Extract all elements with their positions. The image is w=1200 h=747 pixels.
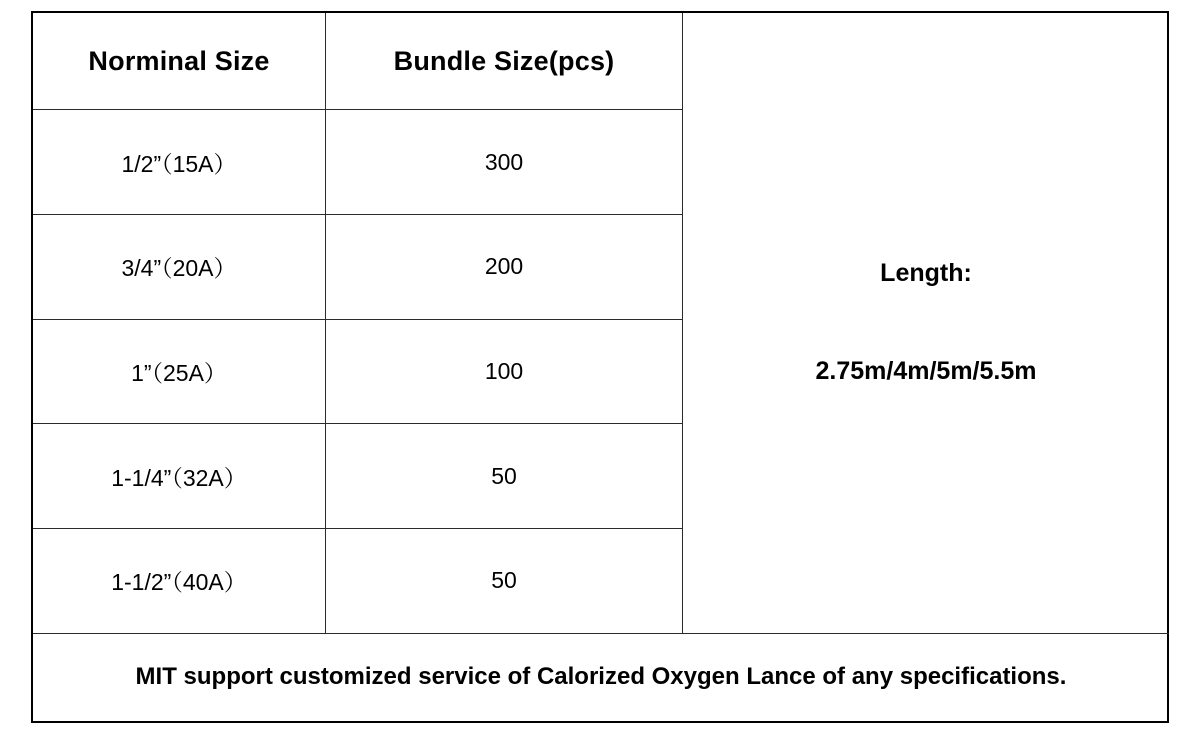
- column-header-bundle-size: Bundle Size(pcs): [326, 13, 683, 110]
- footer-note: MIT support customized service of Calorized Oxygen Lance of any specifications.: [33, 633, 1169, 721]
- table-header-row: [33, 13, 1169, 110]
- cell-nominal-size: 1-1/4”（32A）: [33, 424, 326, 529]
- table-footer-row: [33, 633, 1169, 721]
- cell-bundle-size: 100: [326, 319, 683, 424]
- cell-nominal-size: 1-1/2”（40A）: [33, 529, 326, 634]
- length-title: Length:: [880, 259, 972, 288]
- length-cell: [683, 13, 1170, 633]
- spec-sheet: [31, 11, 1169, 723]
- cell-bundle-size: 50: [326, 529, 683, 634]
- cell-nominal-size: 1”（25A）: [33, 319, 326, 424]
- cell-bundle-size: 50: [326, 424, 683, 529]
- specification-table: [33, 13, 1169, 721]
- length-value: 2.75m/4m/5m/5.5m: [815, 356, 1037, 385]
- cell-bundle-size: 300: [326, 110, 683, 215]
- column-header-nominal-size: Norminal Size: [33, 13, 326, 110]
- cell-nominal-size: 1/2”（15A）: [33, 110, 326, 215]
- cell-bundle-size: 200: [326, 215, 683, 320]
- cell-nominal-size: 3/4”（20A）: [33, 215, 326, 320]
